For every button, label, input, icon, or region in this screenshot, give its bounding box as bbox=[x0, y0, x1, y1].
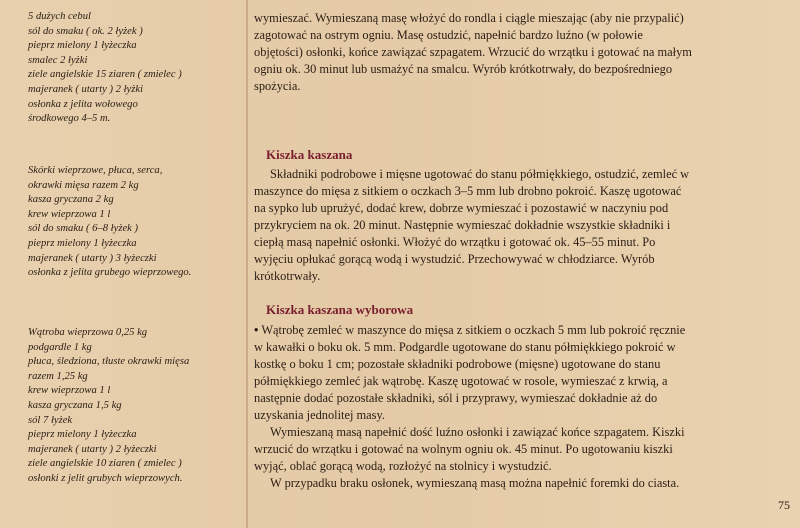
kaszana-paragraph bbox=[254, 166, 790, 285]
text-line: półmiękkiego zemleć jak wątrobę. Kaszę ugotować w rosole, wymieszać z krwią, a bbox=[254, 374, 668, 388]
text-line: ciepłą masą napełnić osłonki. Włożyć do wrzątku i gotować ok. 45–55 minut. Po bbox=[254, 235, 656, 249]
text-line: następnie dodać pozostałe składniki, sól i przyprawy, wymieszać dokładnie aż do bbox=[254, 391, 658, 405]
ingredient-line: ziele angielskie 10 ziaren ( zmielec ) bbox=[28, 458, 182, 470]
ingredient-line: majeranek ( utarty ) 3 łyżeczki bbox=[28, 252, 157, 264]
text-line: ogniu ok. 30 minut lub usmażyć na smalcu. Wyrób krótkotrwały, do bezpośredniego bbox=[254, 62, 673, 76]
text-line: objętości) osłonki, końce zawiązać szpagatem. Wrzucić do wrzątku i gotować na małym bbox=[254, 45, 692, 59]
kaszana-wyborowa-paragraph bbox=[254, 322, 790, 492]
text-line: uzyskania jednolitej masy. bbox=[254, 408, 385, 422]
ingredient-line: osłonka z jelita wołowego bbox=[28, 98, 138, 110]
ingredient-line: okrawki mięsa razem 2 kg bbox=[28, 179, 139, 191]
ingredient-line: ziele angielskie 15 ziaren ( zmielec ) bbox=[28, 69, 182, 81]
ingredient-line: sól do smaku ( 6–8 łyżek ) bbox=[28, 223, 139, 235]
text-line bbox=[254, 322, 790, 339]
text-line: Wymieszaną masą napełnić dość luźno osłonki i zawiązać końce szpagatem. Kiszki bbox=[270, 425, 685, 439]
text-line: W przypadku braku osłonek, wymieszaną masą można napełnić foremki do ciasta. bbox=[270, 476, 680, 490]
text-line: krótkotrwały. bbox=[254, 269, 321, 283]
text-line: zagotować na ostrym ogniu. Masę ostudzić, napełnić bardzo luźno (w połowie bbox=[254, 28, 643, 42]
ingredient-line: pieprz mielony 1 łyżeczka bbox=[28, 237, 137, 249]
ingredient-line: smalec 2 łyżki bbox=[28, 54, 88, 66]
recipe-text-column bbox=[254, 0, 794, 528]
ingredient-line: 5 dużych cebul bbox=[28, 11, 91, 22]
ingredient-line: osłonka z jelita grubego wieprzowego. bbox=[28, 267, 192, 279]
text-line: maszynce do mięsa z sitkiem o oczkach 3–5 mm lub drobno pokroić. Kaszę ugotować bbox=[254, 184, 682, 198]
intro-paragraph bbox=[254, 10, 790, 95]
ingredient-line: podgardle 1 kg bbox=[28, 341, 92, 353]
ingredient-line: krew wieprzowa 1 l bbox=[28, 208, 111, 220]
ingredient-line: środkowego 4–5 m. bbox=[28, 113, 111, 125]
text-line: wrzucić do wrzątku i gotować na wolnym ogniu ok. 45 minut. Po ugotowaniu kiszki bbox=[254, 442, 673, 456]
text-line: spożycia. bbox=[254, 79, 301, 93]
text-line: kostkę o boku 1 cm; pozostałe składniki podrobowe (mięsne) ugotowane do stanu bbox=[254, 357, 661, 371]
text-line-content: Wątrobę zemleć w maszynce do mięsa z sitkiem o oczkach 5 mm lub pokroić ręcznie bbox=[261, 323, 686, 337]
section-heading-kaszana: Kiszka kaszana bbox=[266, 147, 353, 162]
ingredients-list-kaszana bbox=[28, 164, 242, 281]
ingredient-line: razem 1,25 kg bbox=[28, 370, 88, 382]
ingredient-line: osłonki z jelit grubych wieprzowych. bbox=[28, 472, 183, 484]
ingredients-list-kaszana-wyborowa bbox=[28, 326, 242, 487]
column-divider bbox=[246, 0, 248, 528]
text-line: przykryciem na ok. 20 minut. Następnie wymieszać dokładnie wszystkie składniki i bbox=[254, 218, 671, 232]
bullet-mark: • bbox=[254, 323, 259, 337]
ingredient-line: Skórki wieprzowe, płuca, serca, bbox=[28, 165, 163, 176]
ingredient-line: majeranek ( utarty ) 2 łyżki bbox=[28, 83, 144, 95]
ingredient-line: sól 7 łyżek bbox=[28, 414, 73, 426]
text-line: wymieszać. Wymieszaną masę włożyć do rondla i ciągle mieszając (aby nie przypalić) bbox=[254, 11, 684, 25]
page-number: 75 bbox=[778, 498, 790, 512]
text-line: wyjąć, oblać gorącą wodą, rozłożyć na stolnicy i wystudzić. bbox=[254, 459, 552, 473]
text-line: wyjęciu opłukać gorącą wodą i wystudzić. Przechowywać w chłodziarce. Wyrób bbox=[254, 252, 655, 266]
text-line: na sypko lub uprużyć, dodać krew, dobrze wymieszać i pozostawić w naczyniu pod bbox=[254, 201, 669, 215]
text-line: Składniki podrobowe i mięsne ugotować do stanu półmiękkiego, ostudzić, zemleć w bbox=[270, 167, 690, 181]
ingredient-line: pieprz mielony 1 łyżeczka bbox=[28, 40, 137, 52]
ingredient-line: Wątroba wieprzowa 0,25 kg bbox=[28, 327, 148, 338]
ingredient-line: płuca, śledziona, tłuste okrawki mięsa bbox=[28, 356, 190, 368]
text-line: w kawałki o boku ok. 5 mm. Podgardle ugotowane do stanu półmiękkiego pokroić w bbox=[254, 340, 676, 354]
ingredient-line: sól do smaku ( ok. 2 łyżek ) bbox=[28, 25, 143, 37]
ingredient-line: kasza gryczana 2 kg bbox=[28, 194, 114, 206]
ingredient-line: krew wieprzowa 1 l bbox=[28, 385, 111, 397]
section-heading-kaszana-wyborowa: Kiszka kaszana wyborowa bbox=[266, 302, 414, 317]
ingredients-list-onion bbox=[28, 10, 242, 127]
ingredient-line: majeranek ( utarty ) 2 łyżeczki bbox=[28, 443, 157, 455]
ingredient-line: pieprz mielony 1 łyżeczka bbox=[28, 429, 137, 441]
ingredients-column bbox=[0, 0, 244, 528]
ingredient-line: kasza gryczana 1,5 kg bbox=[28, 399, 122, 411]
